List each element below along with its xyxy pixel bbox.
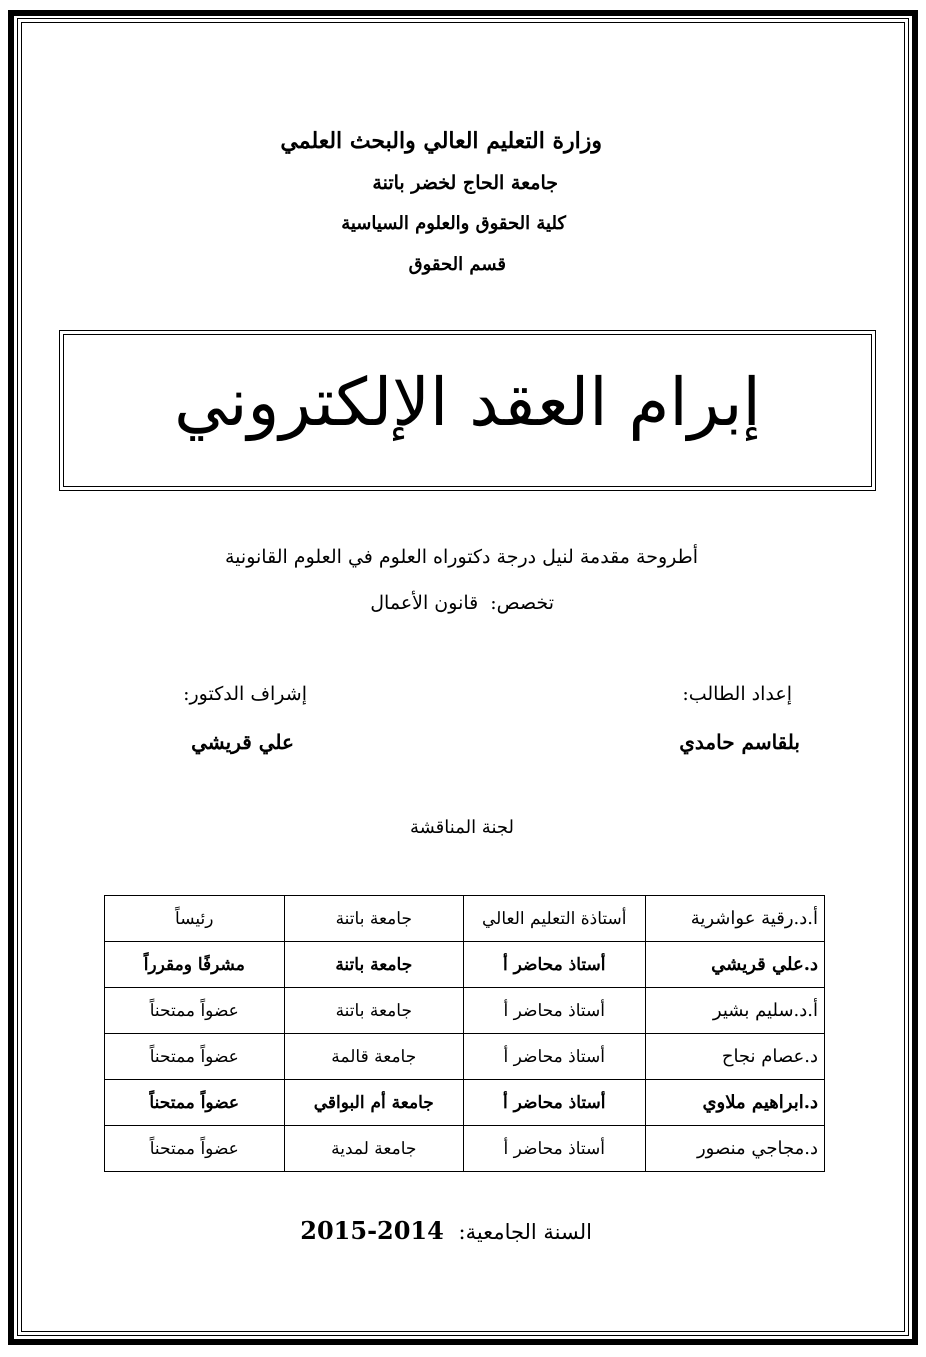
member-role: عضواً ممتحناً xyxy=(105,1034,285,1080)
member-role: عضواً ممتحناً xyxy=(105,1080,285,1126)
title-box xyxy=(59,330,876,491)
table-row xyxy=(105,988,825,1034)
supervisor-name: علي قريشي xyxy=(191,730,294,754)
member-rank: أستاذ محاضر أ xyxy=(464,988,646,1034)
faculty-name: كلية الحقوق والعلوم السياسية xyxy=(341,213,566,234)
member-name: د.ابراهيم ملاوي xyxy=(645,1080,824,1126)
academic-year-label: السنة الجامعية: xyxy=(458,1220,592,1244)
specialty-label: تخصص: xyxy=(490,592,554,614)
ministry-name: وزارة التعليم العالي والبحث العلمي xyxy=(280,128,602,154)
student-label: إعداد الطالب: xyxy=(682,683,792,705)
student-name: بلقاسم حامدي xyxy=(679,730,800,754)
supervisor-label: إشراف الدكتور: xyxy=(183,683,307,705)
member-university: جامعة باتنة xyxy=(284,988,463,1034)
specialty-value: قانون الأعمال xyxy=(370,592,479,614)
academic-year xyxy=(300,1216,592,1245)
member-rank: أستاذ محاضر أ xyxy=(464,1126,646,1172)
table-row xyxy=(105,1126,825,1172)
member-rank: أستاذ محاضر أ xyxy=(464,942,646,988)
member-name: د.علي قريشي xyxy=(645,942,824,988)
table-row xyxy=(105,896,825,942)
member-role: عضواً ممتحناً xyxy=(105,1126,285,1172)
member-university: جامعة قالمة xyxy=(284,1034,463,1080)
member-rank: أستاذة التعليم العالي xyxy=(464,896,646,942)
academic-year-value: 2015-2014 xyxy=(300,1216,444,1245)
university-name: جامعة الحاج لخضر باتنة xyxy=(372,172,558,194)
committee-title: لجنة المناقشة xyxy=(409,817,514,838)
member-name: د.مجاجي منصور xyxy=(645,1126,824,1172)
member-rank: أستاذ محاضر أ xyxy=(464,1034,646,1080)
member-university: جامعة أم البواقي xyxy=(284,1080,463,1126)
thesis-title: إبرام العقد الإلكتروني xyxy=(174,364,761,441)
degree-statement: أطروحة مقدمة لنيل درجة دكتوراه العلوم في العلوم القانونية xyxy=(224,546,698,568)
member-name: أ.د.رقية عواشرية xyxy=(645,896,824,942)
member-rank: أستاذ محاضر أ xyxy=(464,1080,646,1126)
table-row xyxy=(105,942,825,988)
table-row xyxy=(105,1034,825,1080)
member-university: جامعة باتنة xyxy=(284,896,463,942)
specialty-line xyxy=(370,592,554,614)
member-name: أ.د.سليم بشير xyxy=(645,988,824,1034)
committee-table xyxy=(104,895,825,1172)
member-university: جامعة لمدية xyxy=(284,1126,463,1172)
department-name: قسم الحقوق xyxy=(408,254,506,275)
member-university: جامعة باتنة xyxy=(284,942,463,988)
member-role: عضواً ممتحناً xyxy=(105,988,285,1034)
member-name: د.عصام نجاح xyxy=(645,1034,824,1080)
member-role: رئيساً xyxy=(105,896,285,942)
table-row xyxy=(105,1080,825,1126)
member-role: مشرفًا ومقرراً xyxy=(105,942,285,988)
